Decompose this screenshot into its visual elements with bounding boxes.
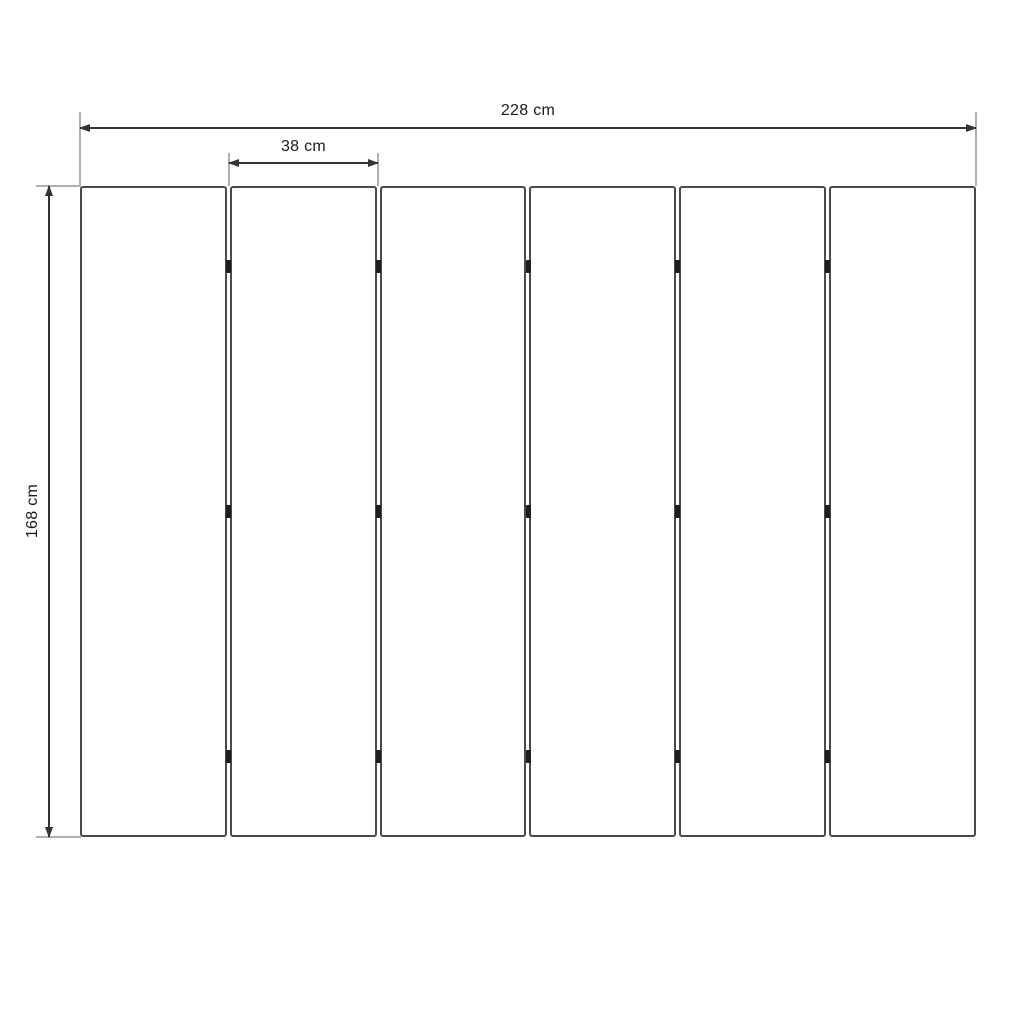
extension-line-panel-width-left <box>228 153 230 186</box>
dimension-line-height <box>48 186 50 837</box>
panel-5 <box>679 186 826 837</box>
extension-line-panel-width-right <box>377 153 379 186</box>
arrowhead-left-icon <box>79 124 90 132</box>
extension-line-height-bottom <box>36 836 81 838</box>
dimension-label-height: 168 cm <box>24 483 41 539</box>
panel-4 <box>529 186 676 837</box>
dimension-line-total-width <box>80 127 976 129</box>
arrowhead-down-icon <box>45 827 53 838</box>
arrowhead-right-icon <box>966 124 977 132</box>
panels-row <box>80 186 976 837</box>
panel-1 <box>80 186 227 837</box>
dimension-line-panel-width <box>229 162 378 164</box>
panel-3 <box>380 186 527 837</box>
arrowhead-up-icon <box>45 185 53 196</box>
dimension-label-panel-width: 38 cm <box>280 138 327 155</box>
arrowhead-right-icon <box>368 159 379 167</box>
arrowhead-left-icon <box>228 159 239 167</box>
panel-6 <box>829 186 976 837</box>
extension-line-height-top <box>36 185 81 187</box>
dimension-label-total-width: 228 cm <box>500 102 556 119</box>
panel-2 <box>230 186 377 837</box>
